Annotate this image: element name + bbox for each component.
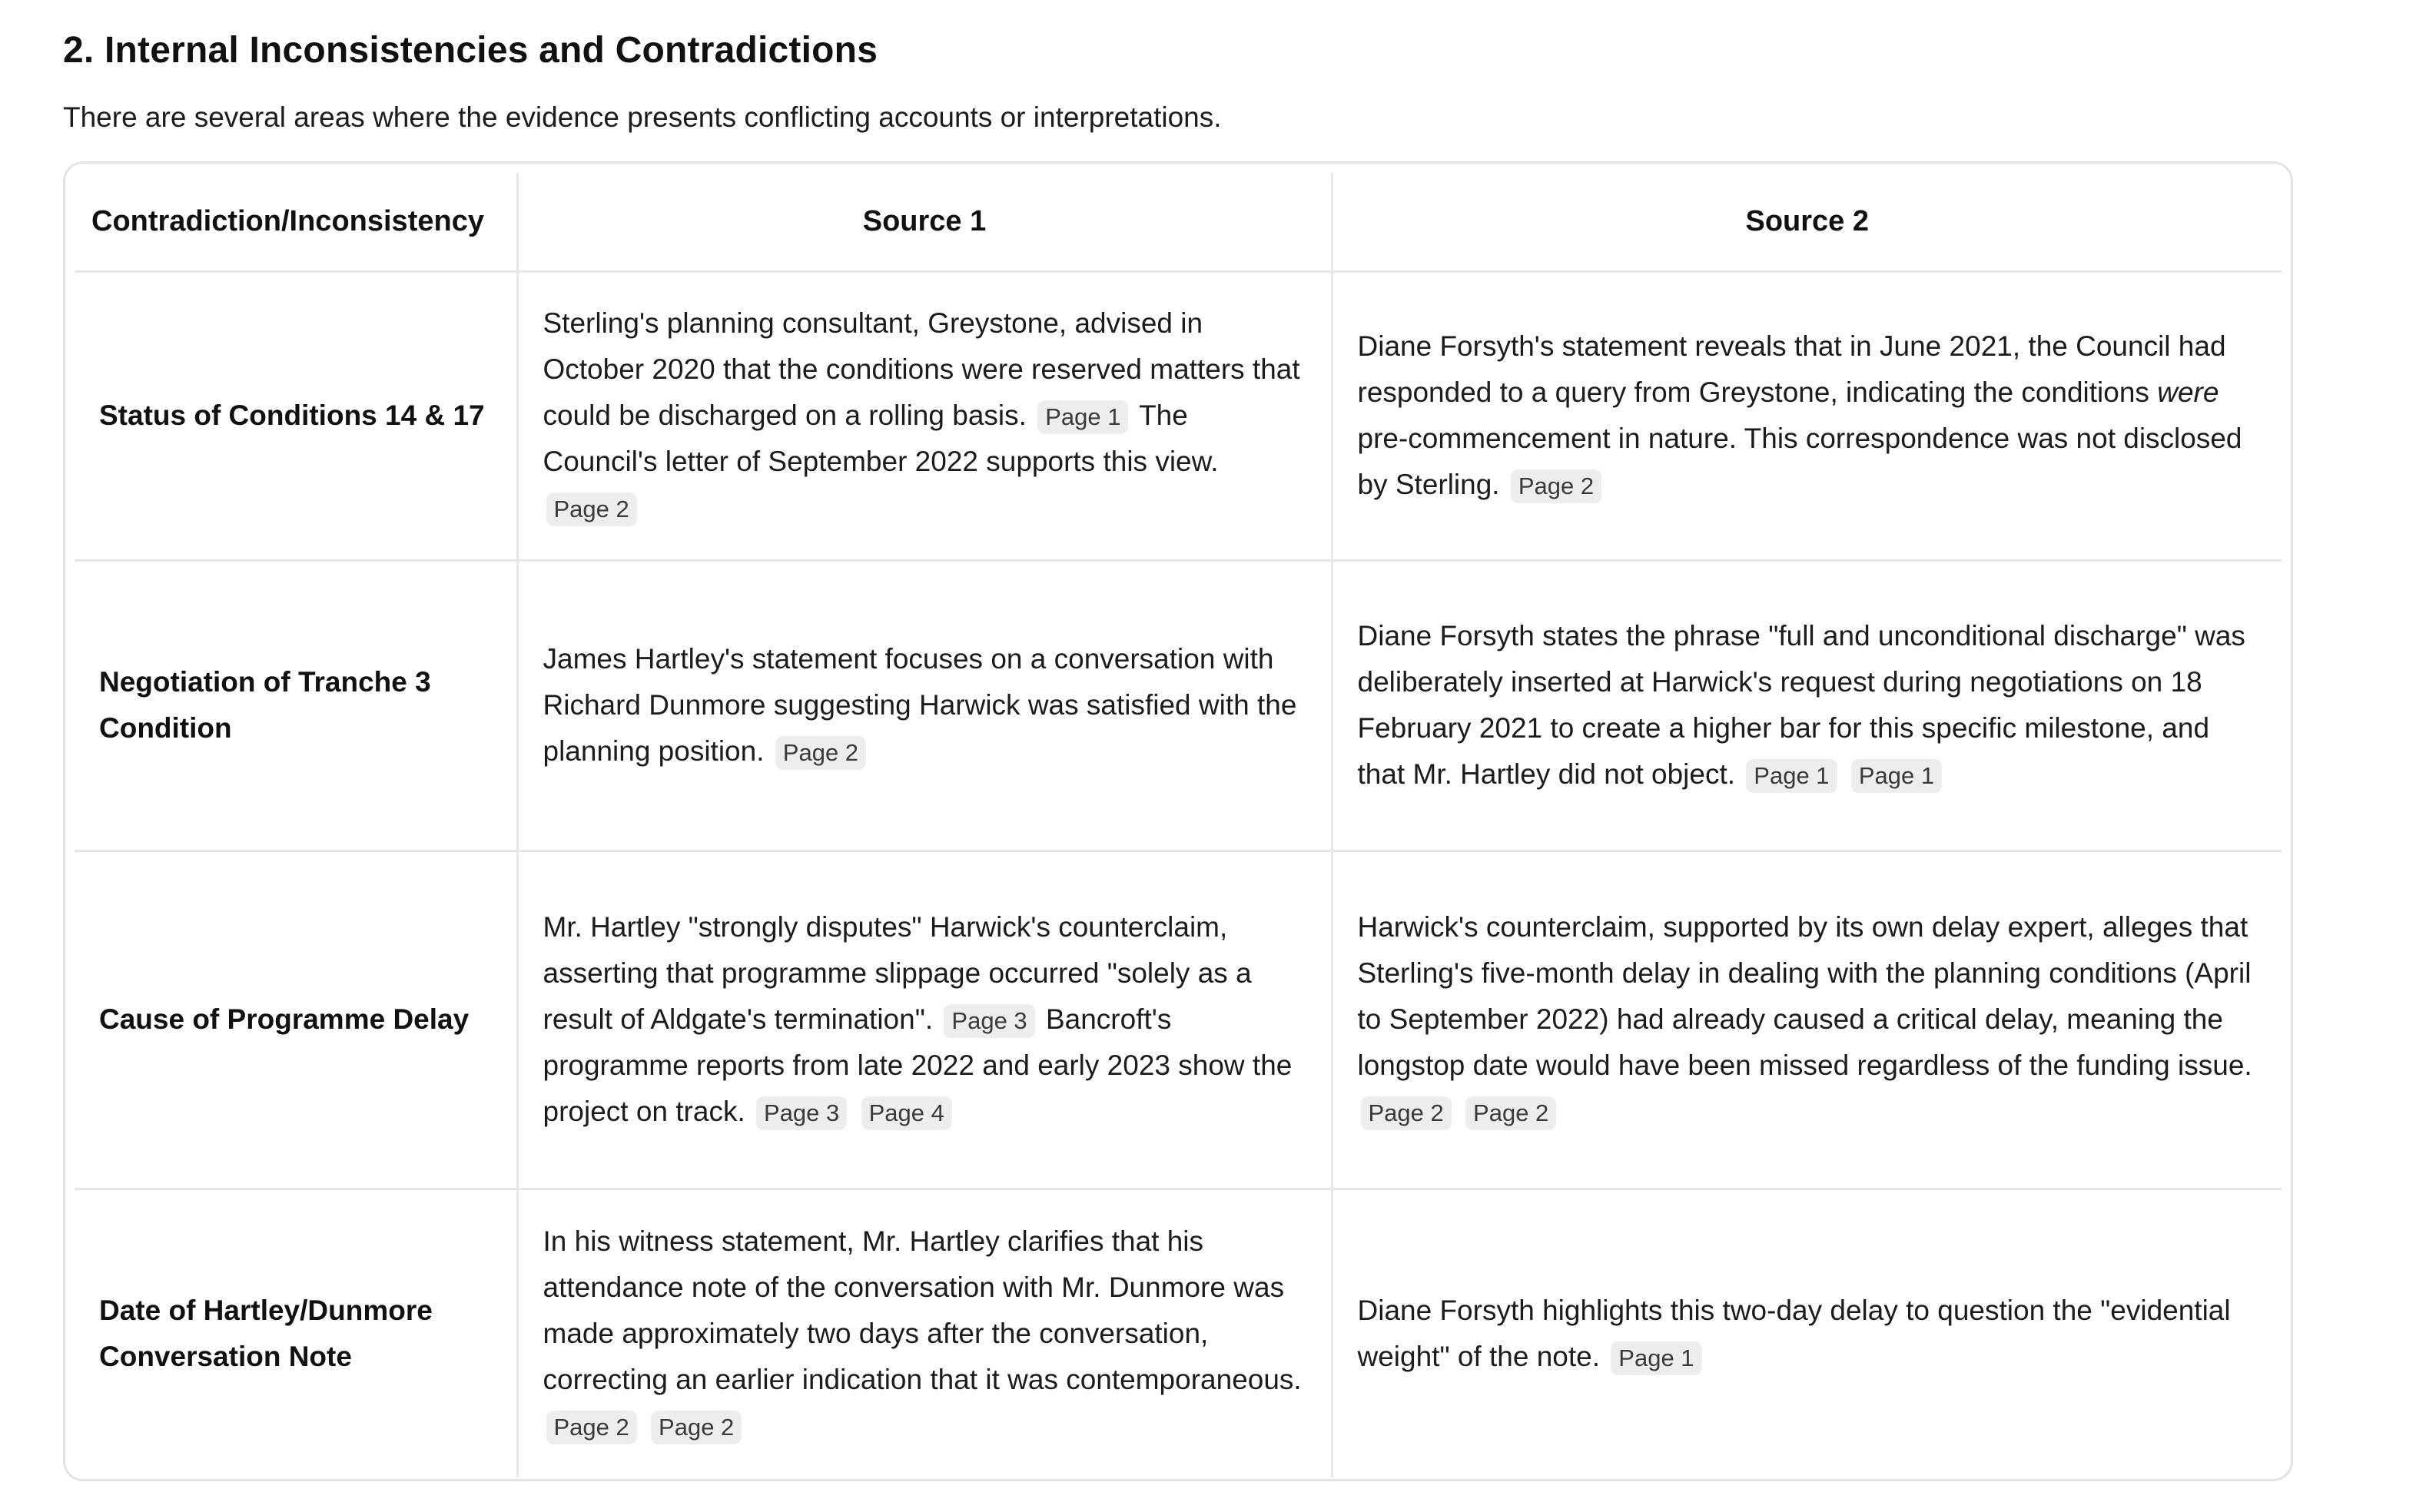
source-1-cell [517, 850, 1332, 1189]
header-source-1: Source 1 [517, 173, 1332, 271]
cell-text: The Council's letter of September 2022 supports this view. [543, 400, 1219, 477]
table-header-row [75, 173, 2282, 271]
table-row [75, 271, 2282, 560]
page-reference-chip[interactable]: Page 2 [546, 492, 637, 526]
page-reference-chip[interactable]: Page 2 [651, 1411, 742, 1444]
page-reference-chip[interactable]: Page 1 [1037, 400, 1128, 434]
source-2-cell [1332, 1189, 2282, 1477]
page-reference-chip[interactable]: Page 3 [756, 1096, 847, 1130]
page-reference-chip[interactable]: Page 2 [775, 736, 866, 770]
cell-text: Diane Forsyth highlights this two-day delay to question the "evidential weight" of the note. [1357, 1294, 2231, 1372]
cell-text: Mr. Hartley "strongly disputes" Harwick's counterclaim, asserting that programme slippage occurred "solely as a result of Aldgate's termination". [543, 911, 1252, 1035]
cell-text: James Hartley's statement focuses on a conversation with Richard Dunmore suggesting Harwick was satisfied with the planning position. [543, 643, 1297, 767]
cell-text: Sterling's planning consultant, Greystone, advised in October 2020 that the conditions were reserved matters that could be discharged on a rolling basis. [543, 307, 1300, 431]
page-reference-chip[interactable]: Page 2 [1361, 1096, 1452, 1130]
source-2-cell [1332, 271, 2282, 560]
source-2-cell [1332, 560, 2282, 850]
row-label: Cause of Programme Delay [75, 850, 517, 1189]
contradictions-table-container [63, 161, 2293, 1481]
contradictions-table [75, 173, 2282, 1477]
page-reference-chip[interactable]: Page 1 [1611, 1341, 1701, 1375]
source-1-cell [517, 560, 1332, 850]
row-label: Negotiation of Tranche 3 Condition [75, 560, 517, 850]
cell-text: Bancroft's programme reports from late 2022 and early 2023 show the project on track. [543, 1003, 1293, 1127]
source-1-cell [517, 1189, 1332, 1477]
table-row [75, 560, 2282, 850]
cell-text: Harwick's counterclaim, supported by its own delay expert, alleges that Sterling's five-month delay in dealing with the planning conditions (April to September 2022) had already caused a critical delay, meaning the longstop date would have been missed regardless of the funding issue. [1357, 911, 2252, 1081]
page-reference-chip[interactable]: Page 4 [861, 1096, 952, 1130]
source-1-cell [517, 271, 1332, 560]
row-label: Date of Hartley/Dunmore Conversation Note [75, 1189, 517, 1477]
emphasized-text: were [2157, 376, 2219, 408]
source-2-cell [1332, 850, 2282, 1189]
header-source-2: Source 2 [1332, 173, 2282, 271]
cell-text: Diane Forsyth states the phrase "full and unconditional discharge" was deliberately inserted at Harwick's request during negotiations on 18 February 2021 to create a higher bar for this specific milestone, and that Mr. Hartley did not object. [1357, 620, 2245, 790]
row-label: Status of Conditions 14 & 17 [75, 271, 517, 560]
page-reference-chip[interactable]: Page 2 [1465, 1096, 1556, 1130]
section-intro: There are several areas where the evidence presents conflicting accounts or interpretations. [63, 101, 1222, 133]
table-row [75, 1189, 2282, 1477]
section-title: 2. Internal Inconsistencies and Contradictions [63, 30, 878, 71]
table-row [75, 850, 2282, 1189]
page-reference-chip[interactable]: Page 2 [546, 1411, 637, 1444]
page-reference-chip[interactable]: Page 1 [1746, 759, 1837, 793]
page-reference-chip[interactable]: Page 2 [1511, 469, 1601, 503]
page-reference-chip[interactable]: Page 1 [1851, 759, 1942, 793]
cell-text: In his witness statement, Mr. Hartley clarifies that his attendance note of the conversation with Mr. Dunmore was made approximately two days after the conversation, correcting an earlier indication that it was contemporaneous. [543, 1225, 1302, 1395]
header-contradiction: Contradiction/Inconsistency [91, 204, 484, 237]
cell-text: pre-commencement in nature. This correspondence was not disclosed by Sterling. [1357, 423, 2242, 500]
cell-text: Diane Forsyth's statement reveals that in June 2021, the Council had responded to a query from Greystone, indicating the conditions [1357, 330, 2226, 408]
page-reference-chip[interactable]: Page 3 [944, 1004, 1034, 1038]
